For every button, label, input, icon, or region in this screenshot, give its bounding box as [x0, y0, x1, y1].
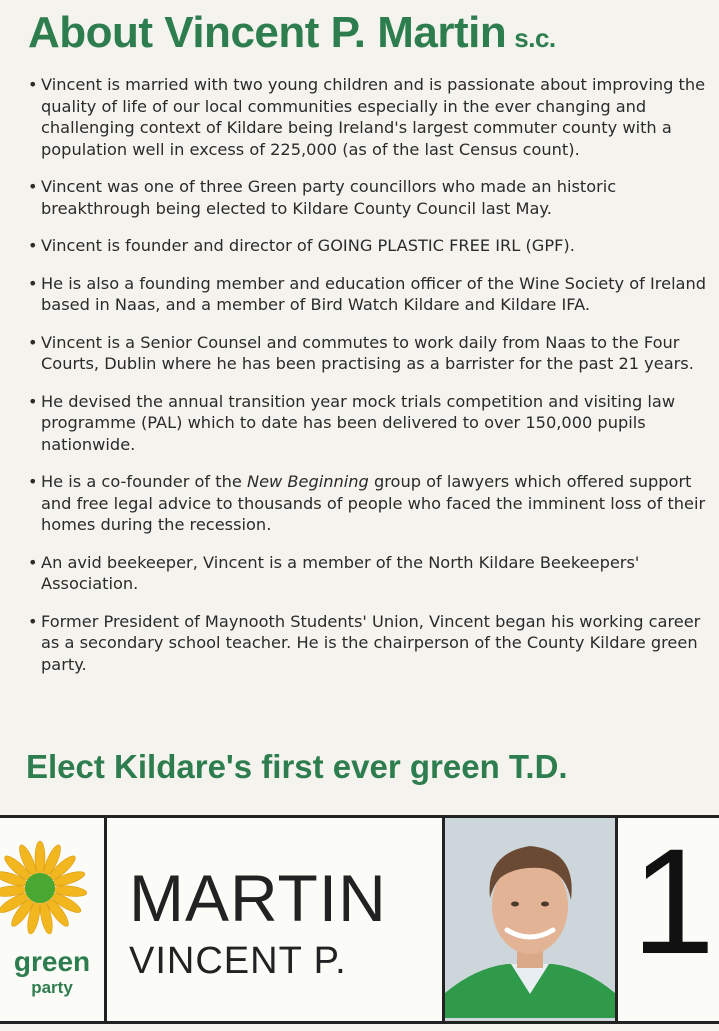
page-title [28, 8, 556, 58]
bullet-icon: • [28, 611, 38, 631]
title-text: About Vincent P. Martin [28, 8, 507, 57]
bio-item-mock-trials [24, 391, 714, 456]
bullet-icon: • [28, 177, 38, 196]
bio-item-beekeeper [24, 552, 714, 595]
bio-text: Vincent is married with two young children and is passionate about improving the quality of life of our local communities especially in the ever changing and challenging context of Kildare being Ireland's largest commuter county with a population well in excess of 225,000 (as of the last Census count). [41, 75, 706, 159]
bio-text: Vincent is founder and director of GOING PLASTIC FREE IRL (GPF). [41, 236, 575, 255]
slogan: Elect Kildare's first ever green T.D. [26, 748, 568, 785]
bullet-icon: • [28, 75, 38, 94]
bio-text-italic: New Beginning [246, 472, 369, 491]
bio-item-new-beginning [24, 471, 714, 536]
bio-item-councillor [24, 176, 714, 219]
preference-number: 1 [631, 817, 715, 985]
bullet-icon: • [28, 552, 38, 572]
party-logo-cell [0, 818, 107, 1021]
bullet-icon: • [28, 332, 38, 352]
bio-item-family [24, 74, 714, 160]
party-name: green [13, 946, 91, 977]
bio-item-wine-society [24, 273, 714, 316]
bio-text: Vincent was one of three Green party councillors who made an historic breakthrough being elected to Kildare County Council last May. [41, 177, 617, 218]
bio-text: Vincent is a Senior Counsel and commutes to work daily from Naas to the Four Courts, Dublin where he has been practising as a barrister for the past 21 years. [41, 332, 694, 373]
bullet-icon: • [28, 236, 38, 255]
bio-text-after: group of lawyers which offered support and free legal advice to thousands of people who faced the imminent loss of their homes during the recession. [41, 472, 706, 534]
candidate-forename: VINCENT P. [129, 940, 347, 982]
bullet-icon: • [28, 273, 38, 293]
bullet-icon: • [28, 391, 38, 411]
candidate-portrait [445, 818, 615, 1018]
bullet-icon: • [28, 472, 38, 491]
candidate-photo-cell [445, 818, 618, 1021]
candidate-name-cell [107, 818, 445, 1021]
sunflower-logo-icon [0, 818, 104, 943]
bio-item-senior-counsel [24, 332, 714, 375]
bio-item-maynooth [24, 611, 714, 676]
bio-text: He devised the annual transition year mock trials competition and visiting law programme (PAL) which to date has been delivered to over 150,000 pupils nationwide. [41, 391, 676, 454]
ballot-strip [0, 815, 719, 1024]
candidate-surname: MARTIN [129, 861, 387, 935]
bio-text: Former President of Maynooth Students' Union, Vincent began his working career as a secondary school teacher. He is the chairperson of the County Kildare green party. [41, 611, 701, 674]
party-subname: party [31, 978, 73, 997]
bio-list [24, 74, 714, 691]
bio-text-before: He is a co-founder of the [41, 472, 247, 491]
bio-item-gpf [24, 235, 714, 257]
bio-text: An avid beekeeper, Vincent is a member of the North Kildare Beekeepers' Association. [41, 552, 640, 593]
bio-text: He is also a founding member and education officer of the Wine Society of Ireland based in Naas, and a member of Bird Watch Kildare and Kildare IFA. [41, 273, 707, 314]
title-suffix: s.c. [514, 23, 556, 53]
preference-box [618, 818, 719, 1021]
